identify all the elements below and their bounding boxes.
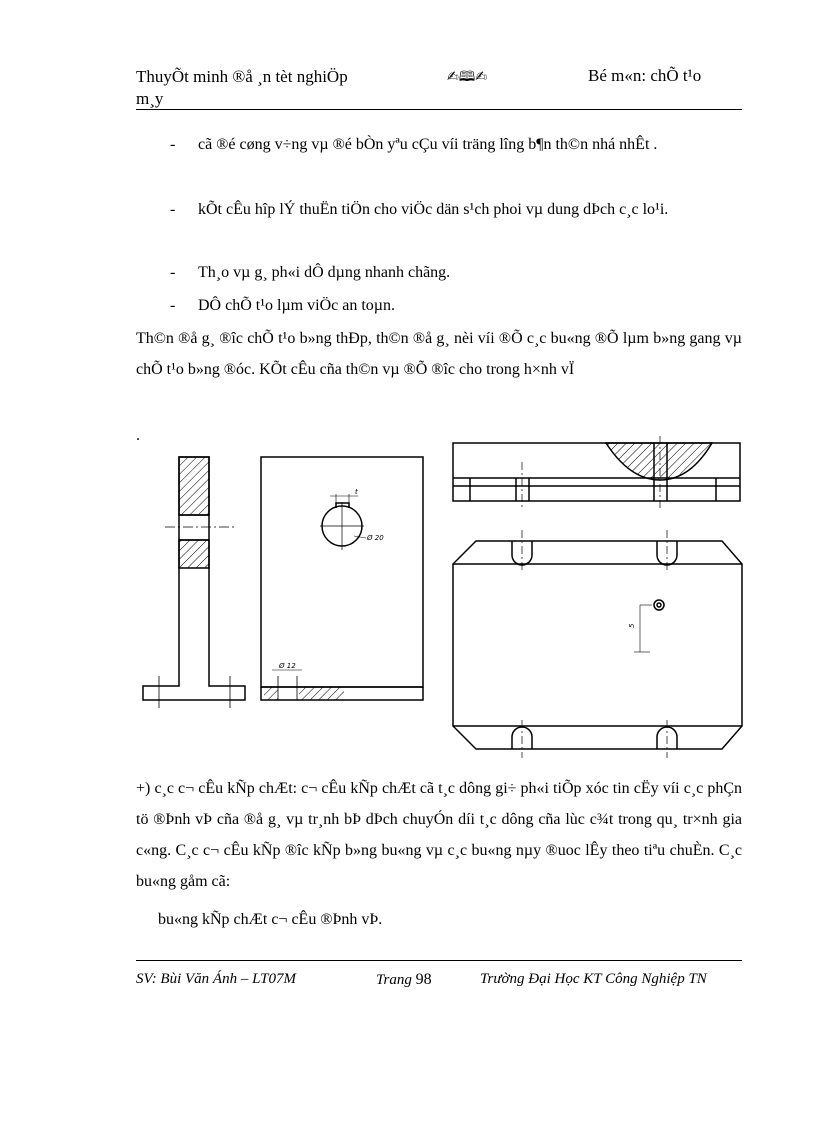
elevation-hatch	[606, 443, 712, 480]
footer-student: SV: Bùi Văn Ánh – LT07M	[136, 971, 296, 987]
dim-hole-label: Ø 20	[367, 534, 384, 542]
bullet-marker-3: -	[170, 264, 176, 281]
paragraph-clamping: +) c¸c c¬ cÊu kÑp chÆt: c¬ cÊu kÑp chÆt cã t¸c dông gi÷ ph«i tiÕp xóc tin cËy víi c¸c phÇn tö ®Þnh vÞ cña ®å g¸ vµ tr¸nh bÞ dÞch chuyÓn díi t¸c dông cña lùc c¾t trong qu¸ tr×nh gia c«ng. C¸c c¬ cÊu kÑp ®îc kÑp b»ng bu«ng vµ c¸c bu«ng nµy ®uoc lÊy theo tiªu chuÈn. C¸c bu«ng gåm cã:	[136, 780, 742, 890]
paragraph-body: Th©n ®å g¸ ®îc chÕ t¹o b»ng thÐp, th©n ®å g¸ nèi víi ®Õ c¸c bu«ng ®Õ lµm b»ng gang vµ chÕ t¹o b»ng ®óc. KÕt cÊu cña th©n vµ ®Õ ®îc cho trong h×nh vÏ	[136, 330, 742, 378]
paragraph-bolts: bu«ng kÑp chÆt c¬ cÊu ®Þnh vÞ.	[158, 911, 383, 928]
header-subject: Bé m«n: chÕ t¹o	[588, 66, 702, 85]
header-title-line2: m¸y	[136, 89, 164, 108]
header-title-line1: ThuyÕt minh ®å ¸n tèt nghiÖp	[136, 67, 348, 86]
footer-page	[376, 971, 432, 989]
footer-page-number: 98	[415, 971, 432, 988]
dim-key-label: t	[355, 488, 358, 496]
small-hole	[654, 600, 664, 610]
plan-view	[453, 530, 742, 758]
bullet-text-3: Th¸o vµ g¸ ph«i dÔ dµng nhanh chãng.	[198, 264, 451, 281]
bullet-text-1: cã ®é cøng v÷ng vµ ®é bÒn yªu cÇu víi träng lîng b¶n th©n nhá nhÊt .	[198, 136, 658, 153]
section-hatch-mid	[179, 540, 209, 568]
header-ornament: ✍🕮✍	[447, 69, 487, 85]
bullet-text-2: kÕt cÊu hîp lÝ thuËn tiÖn cho viÖc dän s¹ch phoi vµ dung dÞch c¸c lo¹i.	[198, 201, 669, 218]
dim-bolt-label: Ø 12	[279, 662, 296, 670]
footer-page-label: Trang	[376, 972, 412, 988]
footer-school: Trường Đại Học KT Công Nghiệp TN	[480, 971, 707, 987]
bullet-marker-1: -	[170, 136, 176, 153]
bullet-text-4: DÔ chÕ t¹o lµm viÖc an toµn.	[198, 297, 395, 314]
dim-side-label: 5	[628, 623, 636, 628]
bullet-marker-4: -	[170, 297, 176, 314]
top-elevation-view	[453, 436, 740, 508]
bullet-marker-2: -	[170, 201, 176, 218]
side-section-view	[143, 457, 245, 708]
paragraph-dot: .	[136, 427, 140, 444]
section-hatch-top	[179, 457, 209, 515]
footer-rule	[136, 960, 742, 961]
